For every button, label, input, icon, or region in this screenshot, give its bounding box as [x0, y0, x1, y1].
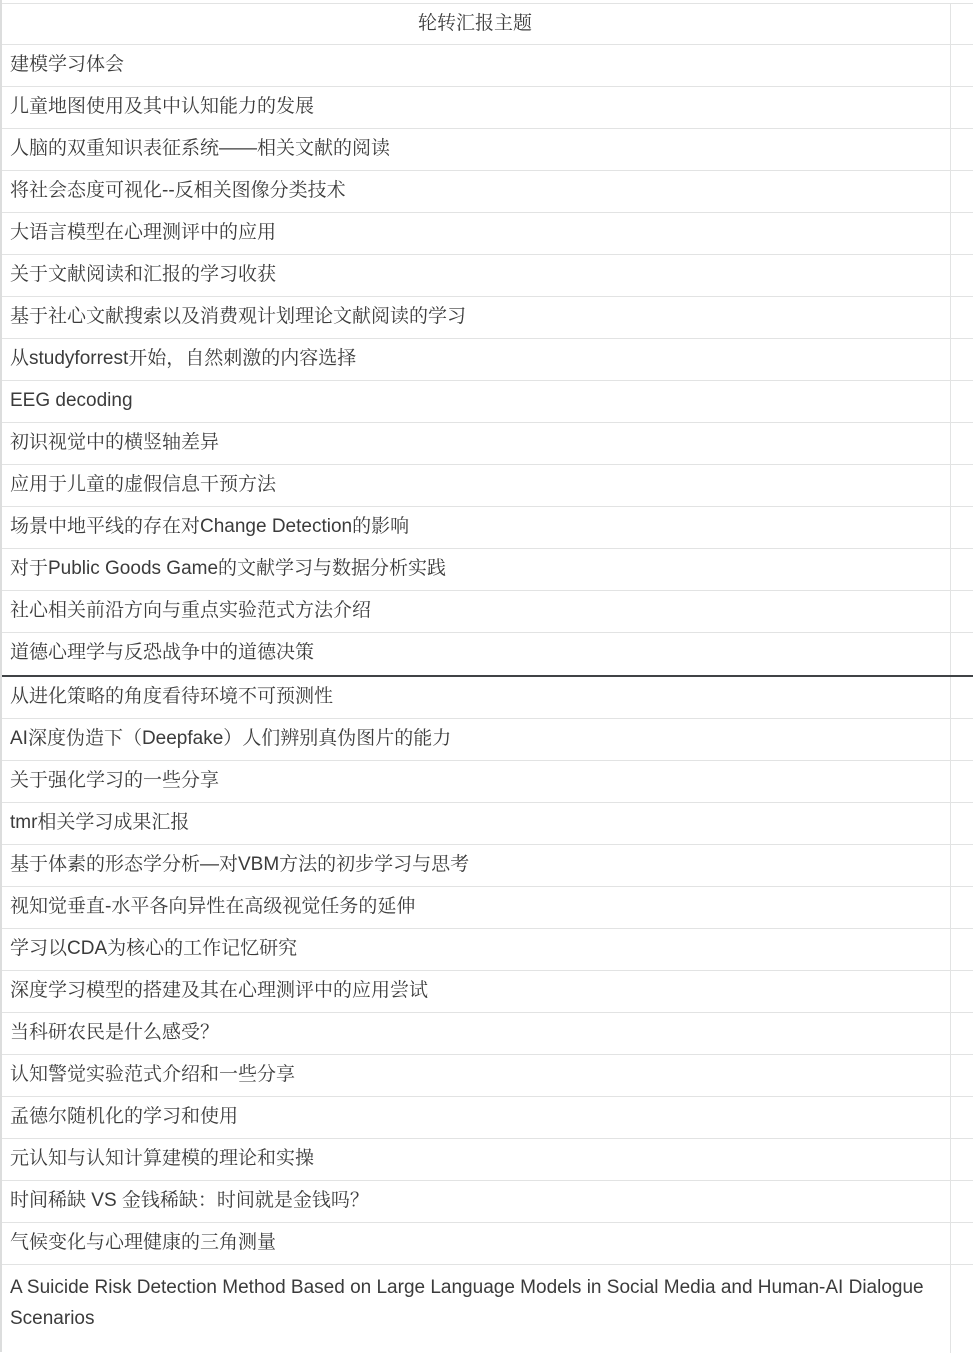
adjacent-column-cell[interactable] — [951, 1097, 973, 1138]
adjacent-column-cell[interactable] — [951, 423, 973, 464]
table-row — [0, 1013, 973, 1055]
table-header-row — [0, 4, 973, 45]
topic-cell[interactable]: 社心相关前沿方向与重点实验范式方法介绍 — [0, 591, 951, 632]
table-row — [0, 549, 973, 591]
adjacent-column-cell[interactable] — [951, 803, 973, 844]
adjacent-column-cell[interactable] — [951, 339, 973, 380]
topic-cell[interactable]: tmr相关学习成果汇报 — [0, 803, 951, 844]
topic-cell[interactable]: 孟德尔随机化的学习和使用 — [0, 1097, 951, 1138]
adjacent-column-cell[interactable] — [951, 507, 973, 548]
table-row — [0, 87, 973, 129]
topic-cell[interactable]: EEG decoding — [0, 381, 951, 422]
adjacent-column-cell[interactable] — [951, 45, 973, 86]
table-row — [0, 1223, 973, 1265]
topic-cell[interactable]: 关于强化学习的一些分享 — [0, 761, 951, 802]
topic-cell[interactable]: 关于文献阅读和汇报的学习收获 — [0, 255, 951, 296]
adjacent-column-cell[interactable] — [951, 1055, 973, 1096]
table-row — [0, 297, 973, 339]
adjacent-column-cell[interactable] — [951, 381, 973, 422]
topic-cell[interactable]: 基于体素的形态学分析—对VBM方法的初步学习与思考 — [0, 845, 951, 886]
topic-cell[interactable]: 深度学习模型的搭建及其在心理测评中的应用尝试 — [0, 971, 951, 1012]
adjacent-column-cell[interactable] — [951, 929, 973, 970]
topic-cell[interactable]: 初识视觉中的横竖轴差异 — [0, 423, 951, 464]
adjacent-column-cell[interactable] — [951, 633, 973, 675]
table-body — [0, 45, 973, 1353]
table-header-cell[interactable]: 轮转汇报主题 — [0, 4, 951, 44]
topic-cell[interactable]: 场景中地平线的存在对Change Detection的影响 — [0, 507, 951, 548]
adjacent-column-cell[interactable] — [951, 4, 973, 44]
adjacent-column-cell[interactable] — [951, 887, 973, 928]
adjacent-column-cell[interactable] — [951, 297, 973, 338]
adjacent-column-cell[interactable] — [951, 549, 973, 590]
topic-cell[interactable]: 元认知与认知计算建模的理论和实操 — [0, 1139, 951, 1180]
table-row — [0, 887, 973, 929]
adjacent-column-cell[interactable] — [951, 213, 973, 254]
adjacent-column-cell[interactable] — [951, 1265, 973, 1353]
topic-cell[interactable]: 人脑的双重知识表征系统——相关文献的阅读 — [0, 129, 951, 170]
topic-cell[interactable]: 时间稀缺 VS 金钱稀缺：时间就是金钱吗？ — [0, 1181, 951, 1222]
table-row — [0, 171, 973, 213]
adjacent-column-cell[interactable] — [951, 129, 973, 170]
left-edge-border — [0, 0, 2, 1352]
table-row — [0, 381, 973, 423]
adjacent-column-cell[interactable] — [951, 171, 973, 212]
adjacent-column-cell[interactable] — [951, 719, 973, 760]
table-row — [0, 1139, 973, 1181]
adjacent-column-cell[interactable] — [951, 1181, 973, 1222]
topic-cell[interactable]: 基于社心文献搜索以及消费观计划理论文献阅读的学习 — [0, 297, 951, 338]
topic-cell[interactable]: 学习以CDA为核心的工作记忆研究 — [0, 929, 951, 970]
topic-cell[interactable]: 儿童地图使用及其中认知能力的发展 — [0, 87, 951, 128]
topic-cell[interactable]: A Suicide Risk Detection Method Based on Large Language Models in Social Media and Human-AI Dialogue Scenarios — [0, 1265, 951, 1353]
table-row — [0, 339, 973, 381]
topic-cell[interactable]: 将社会态度可视化--反相关图像分类技术 — [0, 171, 951, 212]
table-row — [0, 1265, 973, 1353]
adjacent-column-cell[interactable] — [951, 465, 973, 506]
table-row — [0, 591, 973, 633]
adjacent-column-cell[interactable] — [951, 255, 973, 296]
topic-cell[interactable]: 认知警觉实验范式介绍和一些分享 — [0, 1055, 951, 1096]
adjacent-column-cell[interactable] — [951, 761, 973, 802]
table-row — [0, 761, 973, 803]
table-row — [0, 633, 973, 677]
topic-cell[interactable]: 应用于儿童的虚假信息干预方法 — [0, 465, 951, 506]
table-row — [0, 255, 973, 297]
topic-cell[interactable]: 当科研农民是什么感受？ — [0, 1013, 951, 1054]
table-row — [0, 1097, 973, 1139]
table-row — [0, 1055, 973, 1097]
table-row — [0, 1181, 973, 1223]
bottom-edge-strip — [0, 1353, 973, 1372]
table-row — [0, 845, 973, 887]
topic-cell[interactable]: 建模学习体会 — [0, 45, 951, 86]
topic-cell[interactable]: 视知觉垂直-水平各向异性在高级视觉任务的延伸 — [0, 887, 951, 928]
adjacent-column-cell[interactable] — [951, 971, 973, 1012]
topic-cell[interactable]: 对于Public Goods Game的文献学习与数据分析实践 — [0, 549, 951, 590]
adjacent-column-cell[interactable] — [951, 1013, 973, 1054]
table-row — [0, 465, 973, 507]
table-row — [0, 507, 973, 549]
topic-cell[interactable]: 气候变化与心理健康的三角测量 — [0, 1223, 951, 1264]
adjacent-column-cell[interactable] — [951, 1139, 973, 1180]
table-row — [0, 929, 973, 971]
table-row — [0, 45, 973, 87]
adjacent-column-cell[interactable] — [951, 591, 973, 632]
adjacent-column-cell[interactable] — [951, 87, 973, 128]
table-row — [0, 213, 973, 255]
table-row — [0, 129, 973, 171]
adjacent-column-cell[interactable] — [951, 677, 973, 718]
adjacent-column-cell[interactable] — [951, 1223, 973, 1264]
topic-cell[interactable]: AI深度伪造下（Deepfake）人们辨别真伪图片的能力 — [0, 719, 951, 760]
table-row — [0, 971, 973, 1013]
table-row — [0, 423, 973, 465]
topic-cell[interactable]: 大语言模型在心理测评中的应用 — [0, 213, 951, 254]
topic-cell[interactable]: 从studyforrest开始，自然刺激的内容选择 — [0, 339, 951, 380]
table-row — [0, 719, 973, 761]
topic-cell[interactable]: 从进化策略的角度看待环境不可预测性 — [0, 677, 951, 718]
table-row — [0, 803, 973, 845]
adjacent-column-cell[interactable] — [951, 845, 973, 886]
topic-cell[interactable]: 道德心理学与反恐战争中的道德决策 — [0, 633, 951, 675]
table-row — [0, 677, 973, 719]
